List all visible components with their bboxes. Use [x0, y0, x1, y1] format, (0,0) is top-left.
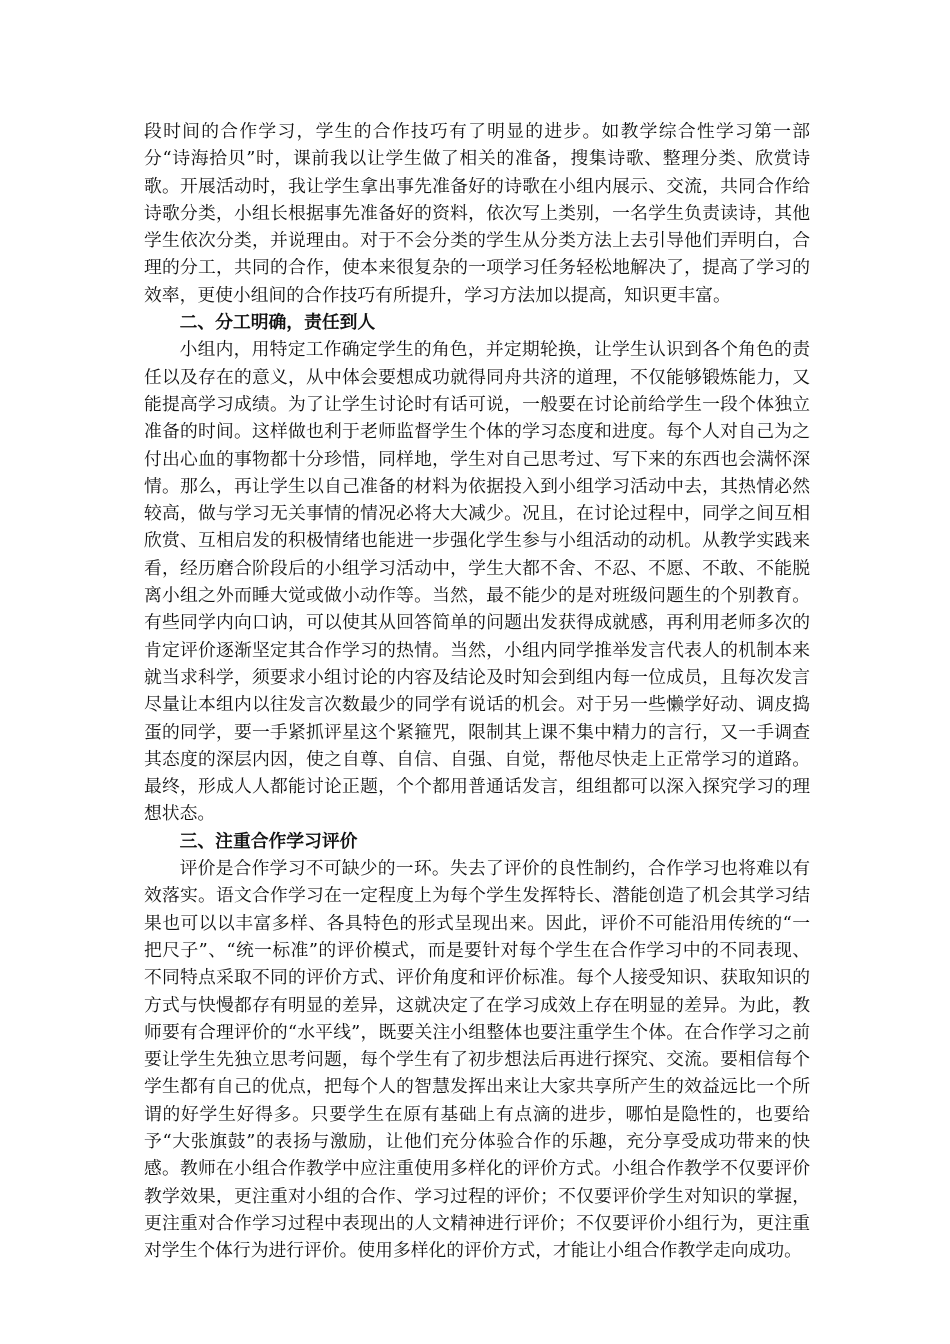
section-heading-2: 二、分工明确，责任到人 [179, 312, 376, 334]
document-body [144, 118, 810, 1264]
section-heading-3: 三、注重合作学习评价 [179, 830, 358, 852]
continued-paragraph: 段时间的合作学习，学生的合作技巧有了明显的进步。如教学综合性学习第一部分“诗海拾贝”时，课前我以让学生做了相关的准备，搜集诗歌、整理分类、欣赏诗歌。开展活动时，我让学生拿出事先准备好的诗歌在小组内展示、交流，共同合作给诗歌分类，小组长根据事先准备好的资料，依次写上类别，一名学生负责读诗，其他学生依次分类，并说理由。对于不会分类的学生从分类方法上去引导他们弄明白，合理的分工，共同的合作，使本来很复杂的一项学习任务轻松地解决了，提高了学习的效率，更使小组间的合作技巧有所提升，学习方法加以提高，知识更丰富。 [144, 121, 810, 306]
section-paragraph-3: 评价是合作学习不可缺少的一环。失去了评价的良性制约，合作学习也将难以有效落实。语文合作学习在一定程度上为每个学生发挥特长、潜能创造了机会其学习结果也可以以丰富多样、各具特色的形式呈现出来。因此，评价不可能沿用传统的“一把尺子”、“统一标准”的评价模式，而是要针对每个学生在合作学习中的不同表现、不同特点采取不同的评价方式、评价角度和评价标准。每个人接受知识、获取知识的方式与快慢都存有明显的差异，这就决定了在学习成效上存在明显的差异。为此，教师要有合理评价的“水平线”，既要关注小组整体也要注重学生个体。在合作学习之前要让学生先独立思考问题，每个学生有了初步想法后再进行探究、交流。要相信每个学生都有自己的优点，把每个人的智慧发挥出来让大家共享所产生的效益远比一个所谓的好学生好得多。只要学生在原有基础上有点滴的进步，哪怕是隐性的，也要给予“大张旗鼓”的表扬与激励，让他们充分体验合作的乐趣，充分享受成功带来的快感。教师在小组合作教学中应注重使用多样化的评价方式。小组合作教学不仅要评价教学效果，更注重对小组的合作、学习过程的评价；不仅要评价学生对知识的掌握，更注重对合作学习过程中表现出的人文精神进行评价；不仅要评价小组行为，更注重对学生个体行为进行评价。使用多样化的评价方式，才能让小组合作教学走向成功。 [144, 858, 810, 1262]
section-paragraph-2: 小组内，用特定工作确定学生的角色，并定期轮换，让学生认识到各个角色的责任以及存在的意义，从中体会要想成功就得同舟共济的道理，不仅能够锻炼能力，又能提高学习成绩。为了让学生讨论时有话可说，一般要在讨论前给学生一段个体独立准备的时间。这样做也利于老师监督学生个体的学习态度和进度。每个人对自己为之付出心血的事物都十分珍惜，同样地，学生对自己思考过、写下来的东西也会满怀深情。那么，再让学生以自己准备的材料为依据投入到小组学习活动中去，其热情必然较高，做与学习无关事情的情况必将大大减少。况且，在讨论过程中，同学之间互相欣赏、互相启发的积极情绪也能进一步强化学生参与小组活动的动机。从教学实践来看，经历磨合阶段后的小组学习活动中，学生大都不舍、不忍、不愿、不敢、不能脱离小组之外而睡大觉或做小动作等。当然，最不能少的是对班级问题生的个别教育。有些同学内向口讷，可以使其从回答简单的问题出发获得成就感，再利用老师多次的肯定评价逐渐坚定其合作学习的热情。当然，小组内同学推举发言代表人的机制本来就当求科学，须要求小组讨论的内容及结论及时知会到组内每一位成员，且每次发言尽量让本组内以往发言次数最少的同学有说话的机会。对于另一些懒学好动、调皮捣蛋的同学，要一手紧抓评星这个紧箍咒，限制其上课不集中精力的言行，又一手调查其态度的深层内因，使之自尊、自信、自强、自觉，帮他尽快走上正常学习的道路。最终，形成人人都能讨论正题，个个都用普通话发言，组组都可以深入探究学习的理想状态。 [144, 339, 810, 825]
